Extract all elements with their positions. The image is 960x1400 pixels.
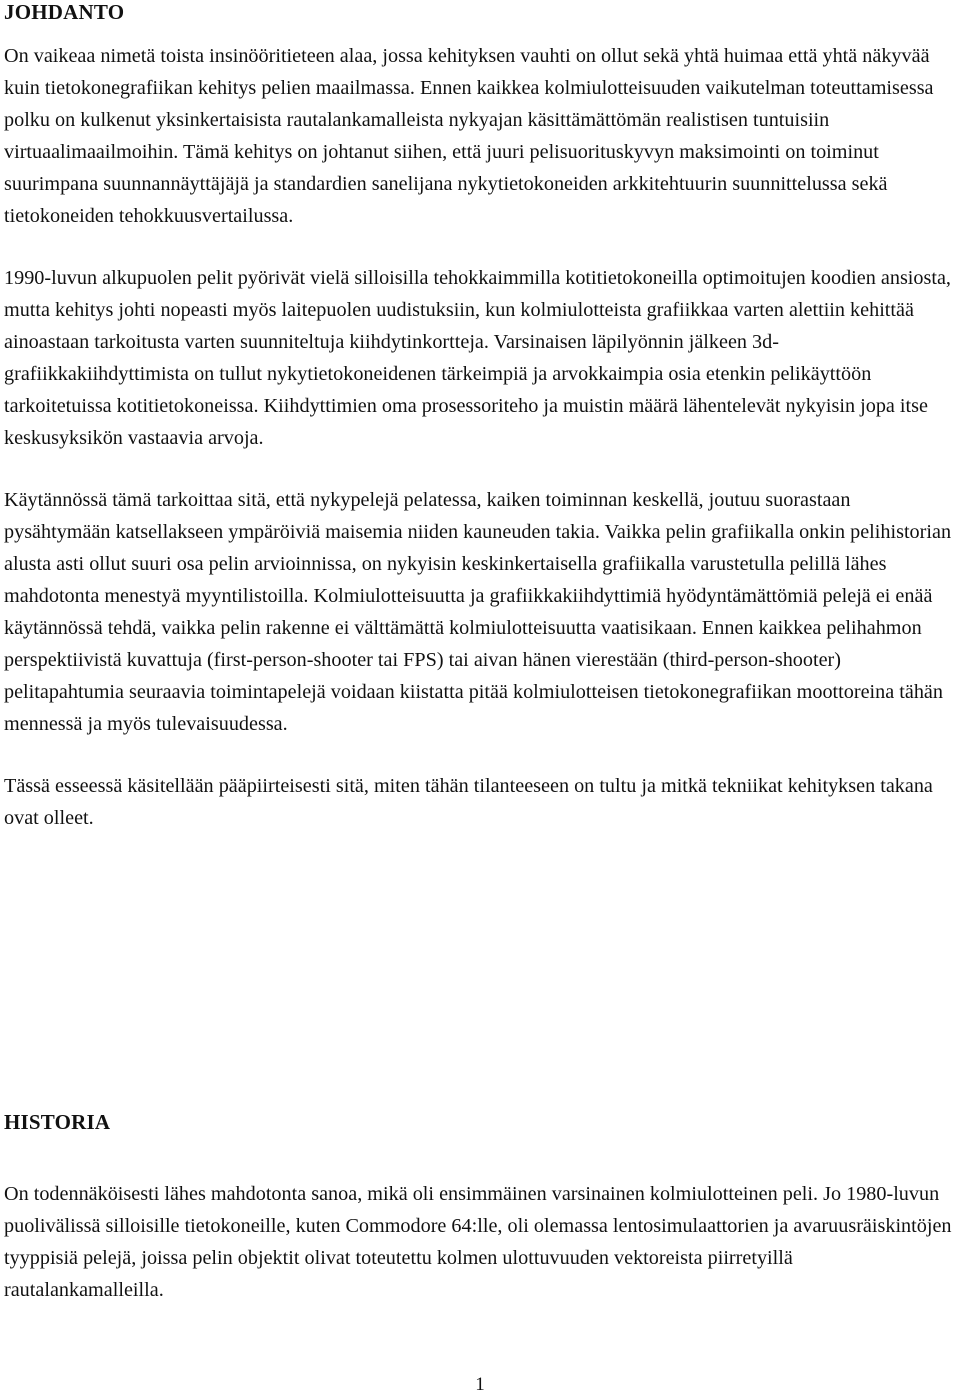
section-body-historia [4,1178,956,1306]
section-body-johdanto [4,40,956,834]
section-heading-johdanto: JOHDANTO [4,0,125,24]
paragraph: Tässä esseessä käsitellään pääpiirteisesti sitä, miten tähän tilanteeseen on tultu ja mitkä tekniikat kehityksen takana ovat olleet. [4,775,933,829]
paragraph: On vaikeaa nimetä toista insinööritieteen alaa, jossa kehityksen vauhti on ollut sekä yhtä huimaa että yhtä näkyvää kuin tietokonegrafiikan kehitys pelien maailmassa. Ennen kaikkea kolmiulotteisuuden vaikutelman toteuttamisessa polku on kulkenut yksinkertaisista rautalankamalleista nykyajan käsittämättömän realistisen tuntuisiin virtuaalimaailmoihin. Tämä kehitys on johtanut siihen, että juuri pelisuorituskyvyn maksimointi on toiminut suurimpana suunnannäyttäjäjä ja standardien sanelijana nykytietokoneiden arkkitehtuurin suunnittelussa sekä tietokoneiden tehokkuusvertailussa. [4,45,934,227]
page-number: 1 [475,1374,485,1395]
paragraph: 1990-luvun alkupuolen pelit pyörivät vielä silloisilla tehokkaimmilla kotitietokoneilla optimoitujen koodien ansiosta, mutta kehitys johti nopeasti myös laitepuolen uudistuksiin, kun kolmiulotteista grafiikkaa varten alettiin kehittää ainoastaan tarkoitusta varten suunniteltuja kiihdytinkortteja. Varsinaisen läpilyönnin jälkeen 3d-grafiikkakiihdyttimista on tullut nykytietokoneidenen tärkeimpiä ja arvokkaimpia osia etenkin pelikäyttöön tarkoitetuissa kotitietokoneissa. Kiihdyttimien oma prosessoriteho ja muistin määrä lähentelevät nykyisin jopa itse keskusyksikön vastaavia arvoja. [4,267,951,449]
section-heading-historia: HISTORIA [4,1110,111,1134]
paragraph: Käytännössä tämä tarkoittaa sitä, että nykypelejä pelatessa, kaiken toiminnan keskellä, joutuu suorastaan pysähtymään katsellakseen ympäröiviä maisemia niiden kauneuden takia. Vaikka pelin grafiikalla onkin pelihistorian alusta asti ollut suuri osa pelin arvioinnissa, on nykyisin keskinkertaisella grafiikalla varustetulla pelillä lähes mahdotonta menestyä myyntilistoilla. Kolmiulotteisuutta ja grafiikkakiihdyttimiä hyödyntämättömiä pelejä ei enää käytännössä tehdä, vaikka pelin rakenne ei välttämättä kolmiulotteisuutta vaatisikaan. Ennen kaikkea pelihahmon perspektiivistä kuvattuja (first-person-shooter tai FPS) tai aivan hänen vierestään (third-person-shooter) pelitapahtumia seuraavia toimintapelejä voidaan kiistatta pitää kolmiulotteisen tietokonegrafiikan moottoreina tähän mennessä ja myös tulevaisuudessa. [4,489,952,735]
paragraph: On todennäköisesti lähes mahdotonta sanoa, mikä oli ensimmäinen varsinainen kolmiulotteinen peli. Jo 1980-luvun puolivälissä silloisille tietokoneille, kuten Commodore 64:lle, oli olemassa lentosimulaattorien ja avaruusräiskintöjen tyyppisiä pelejä, joissa pelin objektit olivat toteutettu kolmen ulottuvuuden vektoreista piirretyillä rautalankamalleilla. [4,1183,952,1301]
